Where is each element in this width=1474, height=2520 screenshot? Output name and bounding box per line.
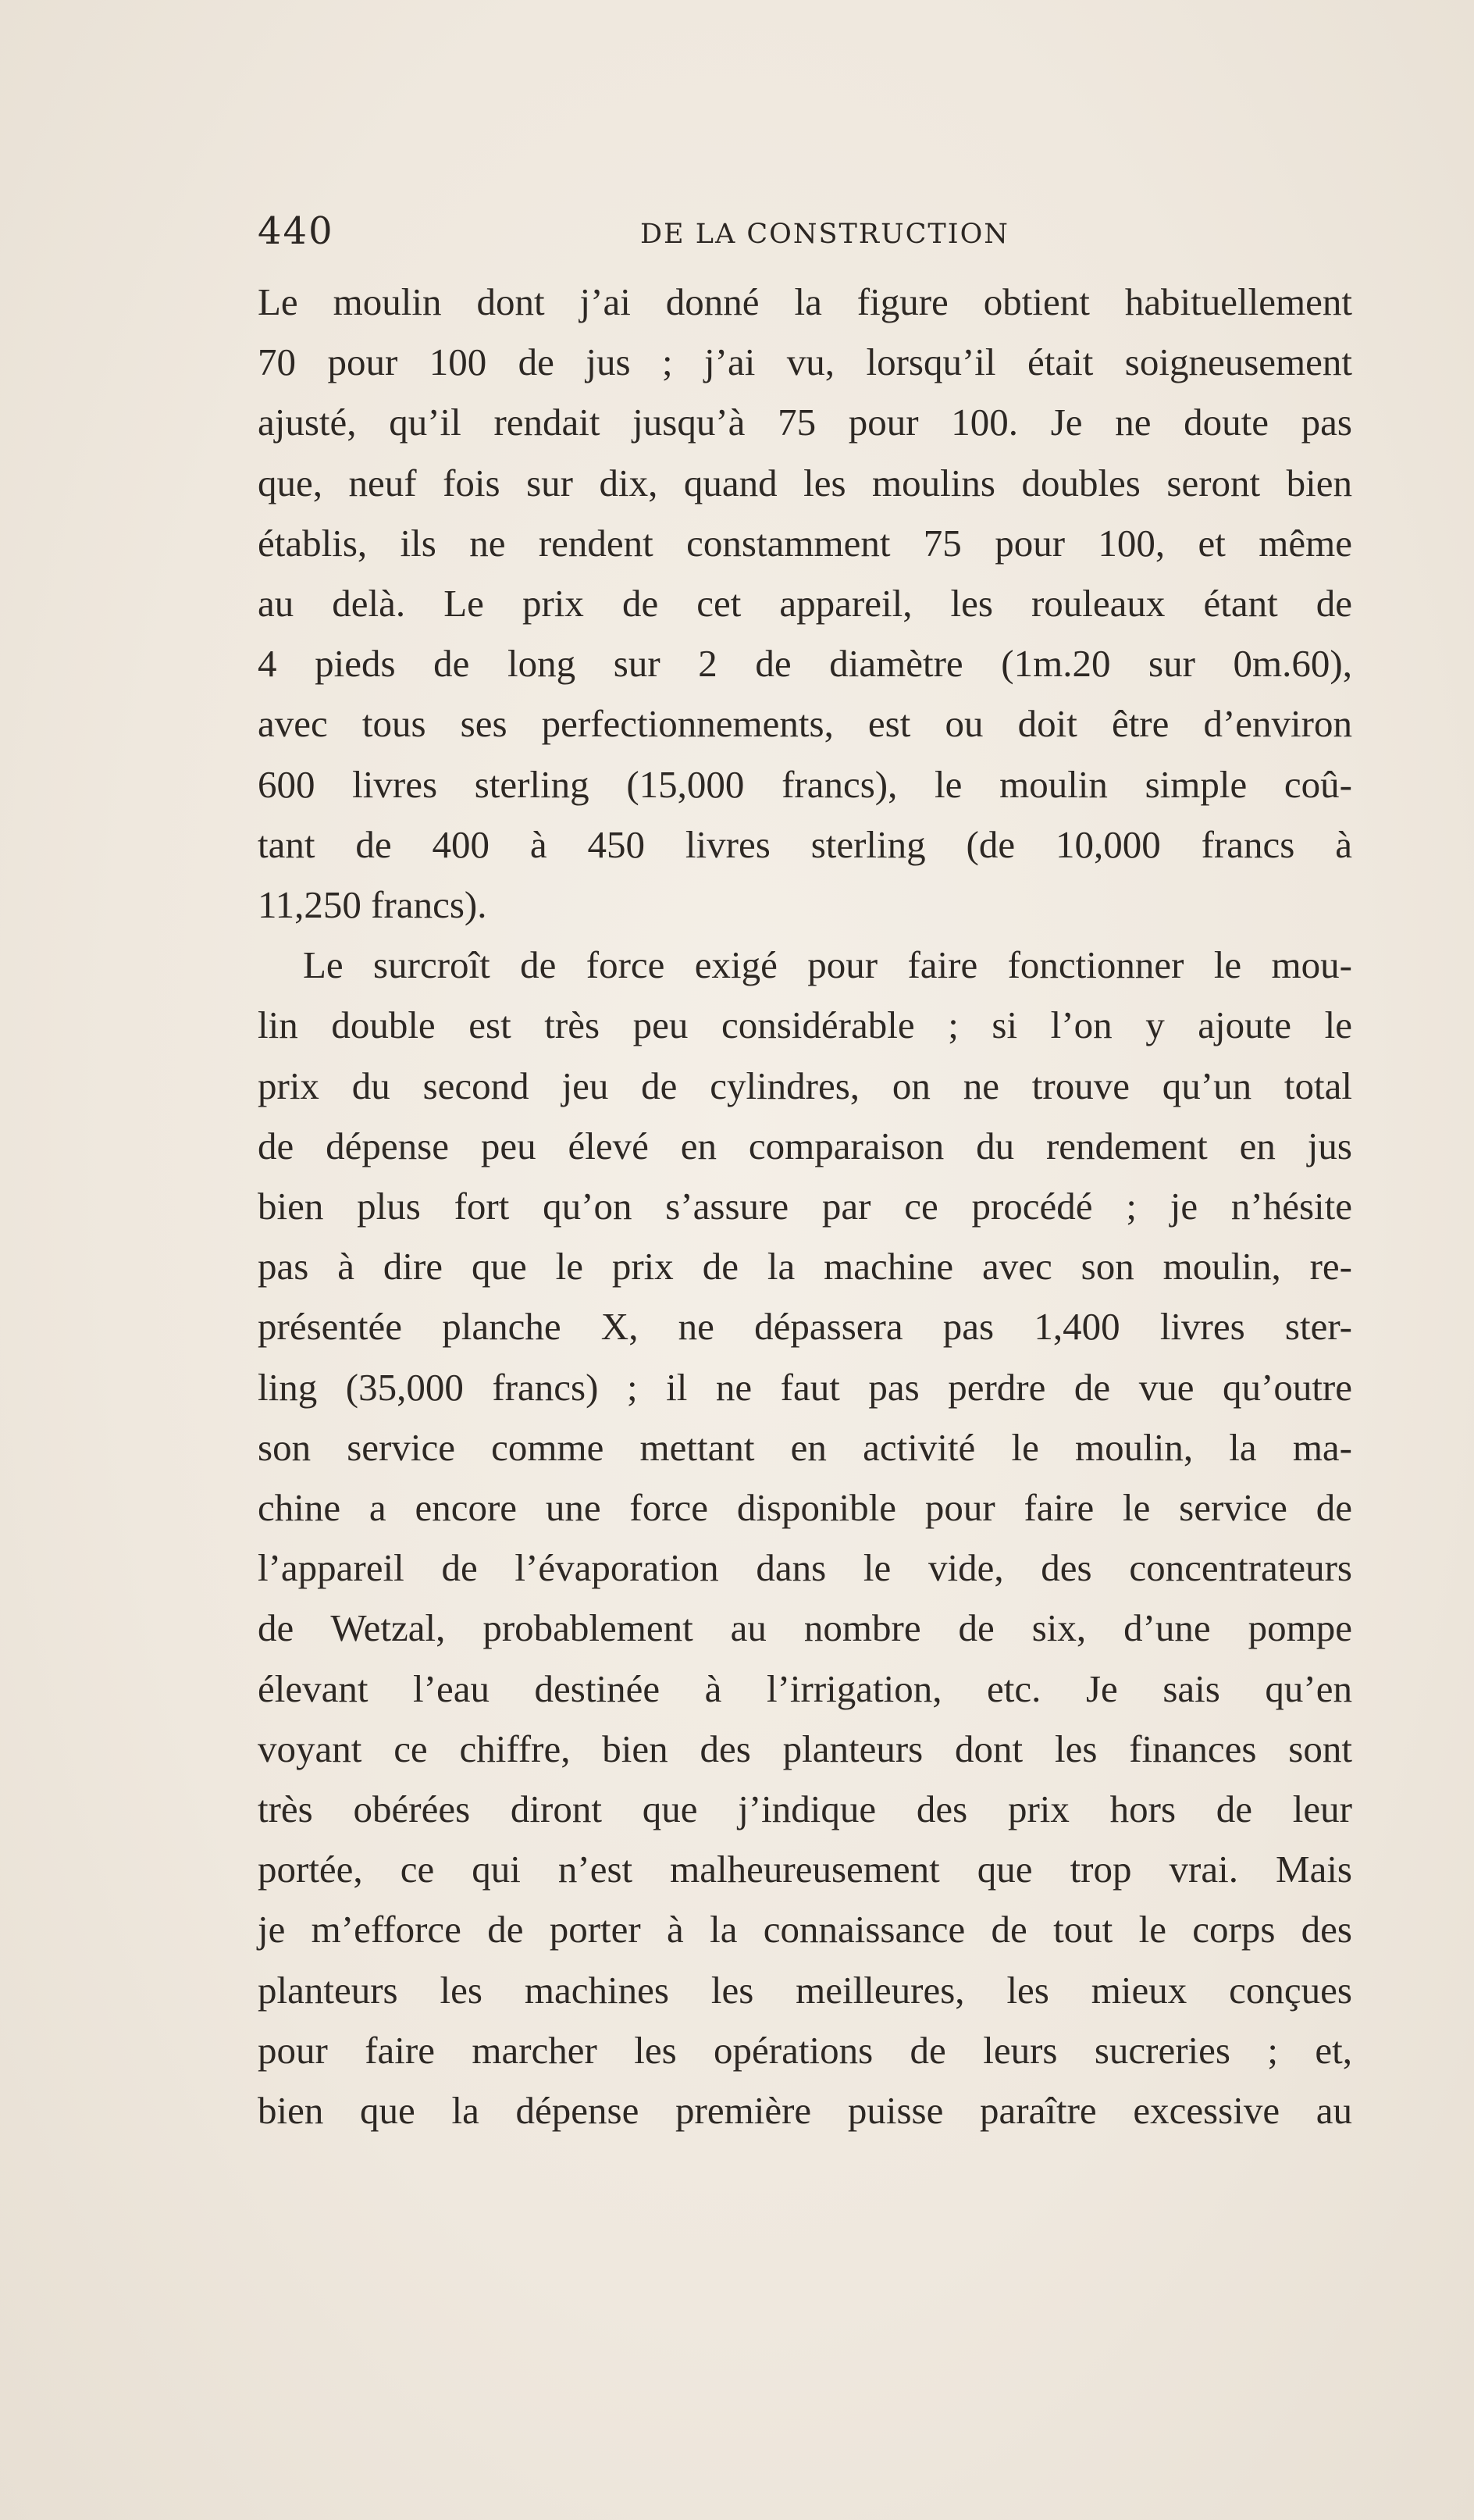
text-line: que, neuf fois sur dix, quand les moulins doubles seront bien xyxy=(258,461,1352,504)
text-line: l’appareil de l’évaporation dans le vide, des concentrateurs xyxy=(258,1546,1352,1590)
text-line: chine a encore une force disponible pour faire le service de xyxy=(258,1486,1352,1530)
text-line: Le moulin dont j’ai donné la figure obtient habituellement xyxy=(258,280,1352,323)
text-line: portée, ce qui n’est malheureusement que trop vrai. Mais xyxy=(258,1848,1352,1891)
text-line: présentée planche X, ne dépassera pas 1,400 livres ster- xyxy=(258,1305,1352,1349)
text-line: 11,250 francs). xyxy=(258,883,487,927)
text-line: élevant l’eau destinée à l’irrigation, etc. Je sais qu’en xyxy=(258,1666,1352,1710)
text-line: au delà. Le prix de cet appareil, les rouleaux étant de xyxy=(258,582,1352,626)
running-head xyxy=(258,209,1351,256)
text-line: de dépense peu élevé en comparaison du rendement en jus xyxy=(258,1124,1352,1167)
text-line: voyant ce chiffre, bien des planteurs dont les finances sont xyxy=(258,1727,1352,1770)
text-line: pour faire marcher les opérations de leurs sucreries ; et, xyxy=(258,2028,1352,2072)
text-line: ajusté, qu’il rendait jusqu’à 75 pour 100. Je ne doute pas xyxy=(258,401,1352,444)
text-line: 70 pour 100 de jus ; j’ai vu, lorsqu’il était soigneusement xyxy=(258,340,1352,384)
text-line: ling (35,000 francs) ; il ne faut pas perdre de vue qu’outre xyxy=(258,1365,1352,1409)
page-number: 440 xyxy=(258,209,334,253)
text-line: 600 livres sterling (15,000 francs), le moulin simple coû- xyxy=(258,762,1352,806)
text-line: bien que la dépense première puisse paraître excessive au xyxy=(258,2089,1352,2133)
text-line: très obérées diront que j’indique des prix hors de leur xyxy=(258,1788,1352,1831)
text-line: Le surcroît de force exigé pour faire fonctionner le mou- xyxy=(303,943,1352,987)
text-line: tant de 400 à 450 livres sterling (de 10,000 francs à xyxy=(258,822,1352,866)
text-line: bien plus fort qu’on s’assure par ce procédé ; je n’hésite xyxy=(258,1185,1352,1228)
running-title: DE LA CONSTRUCTION xyxy=(640,219,1009,250)
text-line: je m’efforce de porter à la connaissance de tout le corps des xyxy=(258,1908,1352,1951)
text-line: établis, ils ne rendent constamment 75 pour 100, et même xyxy=(258,521,1352,565)
text-line: de Wetzal, probablement au nombre de six, d’une pompe xyxy=(258,1606,1352,1650)
text-line: lin double est très peu considérable ; si l’on y ajoute le xyxy=(258,1003,1352,1047)
body-text xyxy=(258,272,1352,2140)
text-line: son service comme mettant en activité le moulin, la ma- xyxy=(258,1425,1352,1469)
text-line: planteurs les machines les meilleures, les mieux conçues xyxy=(258,1968,1352,2012)
text-line: pas à dire que le prix de la machine avec son moulin, re- xyxy=(258,1245,1352,1289)
text-line: avec tous ses perfectionnements, est ou doit être d’environ xyxy=(258,702,1352,746)
text-line: prix du second jeu de cylindres, on ne trouve qu’un total xyxy=(258,1064,1352,1107)
text-line: 4 pieds de long sur 2 de diamètre (1m.20 sur 0m.60), xyxy=(258,642,1352,686)
